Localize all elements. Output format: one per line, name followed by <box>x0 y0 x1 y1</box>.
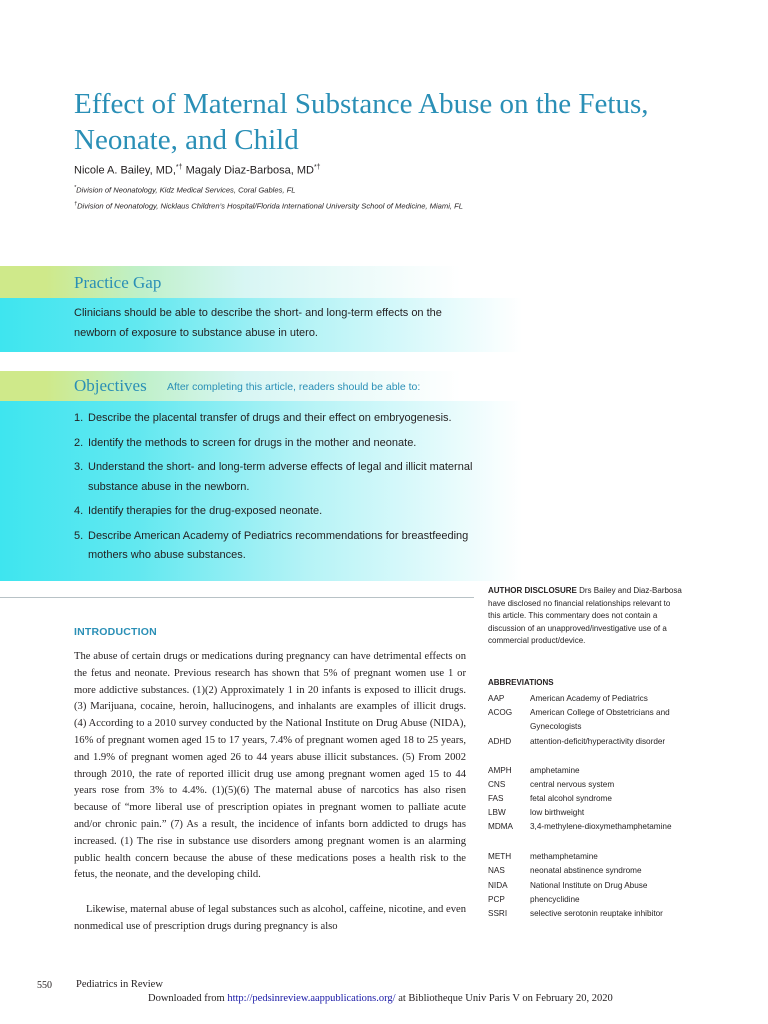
download-prefix: Downloaded from <box>148 993 228 1004</box>
abbreviation-key: NIDA <box>488 881 508 890</box>
abbreviation-value: attention-deficit/hyperactivity disorder <box>530 737 666 746</box>
abbreviation-value: low birthweight <box>530 808 585 817</box>
abbreviation-key: MDMA <box>488 822 514 831</box>
abbreviation-value: American College of Obstetricians and Gynecologists <box>530 708 670 731</box>
download-suffix: at Bibliotheque Univ Paris V on February 20, 2020 <box>395 993 613 1004</box>
objective-number: 5. <box>74 529 84 542</box>
author-disclosure <box>488 585 684 648</box>
affiliation-text: Division of Neonatology, Kidz Medical Services, Coral Gables, FL <box>76 185 296 195</box>
introduction-heading: INTRODUCTION <box>74 626 157 638</box>
objective-text: Describe the placental transfer of drugs and their effect on embryogenesis. <box>88 412 452 424</box>
affiliation <box>74 185 295 195</box>
download-notice <box>148 993 613 1004</box>
objective-item <box>74 458 474 497</box>
objectives-list <box>74 409 474 571</box>
author-marks: *† <box>175 164 183 171</box>
abbreviation-value: neonatal abstinence syndrome <box>530 866 642 875</box>
affiliation-mark: * <box>74 185 77 191</box>
objective-item <box>74 409 474 429</box>
abbreviation-key: PCP <box>488 895 505 904</box>
abbreviation-key: ADHD <box>488 737 512 746</box>
abbreviation-value: 3,4-methylene-dioxymethamphetamine <box>530 822 672 831</box>
objective-text: Identify therapies for the drug-exposed neonate. <box>88 505 323 517</box>
abbreviation-value: phencyclidine <box>530 895 580 904</box>
objective-item <box>74 502 474 522</box>
abbreviation-key: SSRI <box>488 909 508 918</box>
abbreviation-key: AAP <box>488 694 505 703</box>
objectives-intro: After completing this article, readers should be able to: <box>167 381 421 393</box>
abbreviations-heading: ABBREVIATIONS <box>488 678 554 687</box>
affiliation <box>74 201 463 211</box>
author-name: Magaly Diaz-Barbosa, MD <box>185 164 314 177</box>
affiliation-mark: † <box>74 201 78 207</box>
abbreviation-value: amphetamine <box>530 766 580 775</box>
abbreviation-key: NAS <box>488 866 505 875</box>
objective-text: Describe American Academy of Pediatrics recommendations for breastfeeding mothers who abuse substances. <box>88 529 469 561</box>
objective-text: Understand the short- and long-term adverse effects of legal and illicit maternal substance abuse in the newborn. <box>88 461 473 493</box>
objective-number: 2. <box>74 436 84 449</box>
abbreviation-value: fetal alcohol syndrome <box>530 794 612 803</box>
abbreviation-key: ACOG <box>488 708 513 717</box>
abbreviation-value: methamphetamine <box>530 852 598 861</box>
introduction-paragraph: Likewise, maternal abuse of legal substances such as alcohol, caffeine, nicotine, and even nonmedical use of prescription drugs during pregnancy is also <box>74 904 466 932</box>
article-title: Effect of Maternal Substance Abuse on the Fetus, Neonate, and Child <box>74 88 649 156</box>
page-number: 550 <box>37 980 52 991</box>
abbreviation-key: AMPH <box>488 766 512 775</box>
author-name: Nicole A. Bailey, MD, <box>74 164 176 177</box>
abbreviation-value: American Academy of Pediatrics <box>530 694 648 703</box>
objective-number: 1. <box>74 412 84 424</box>
abbreviation-key: CNS <box>488 780 506 789</box>
author-marks: *† <box>313 164 321 171</box>
disclosure-text: Drs Bailey and Diaz-Barbosa have disclosed no financial relationships relevant to this article. This commentary does not contain a discussion of an unapproved/investigative use of a commercial product/device. <box>488 586 682 646</box>
affiliation-text: Division of Neonatology, Nicklaus Children’s Hospital/Florida International University School of Medicine, Miami, FL <box>77 201 463 211</box>
abbreviation-value: central nervous system <box>530 780 615 789</box>
disclosure-label: AUTHOR DISCLOSURE <box>488 586 577 595</box>
objective-text: Identify the methods to screen for drugs in the mother and neonate. <box>88 436 417 449</box>
section-divider <box>0 597 474 598</box>
abbreviation-key: LBW <box>488 808 506 817</box>
practice-gap-text: Clinicians should be able to describe the short- and long-term effects on the newborn of exposure to substance abuse in utero. <box>74 307 442 339</box>
abbreviation-key: FAS <box>488 794 504 803</box>
objectives-heading: Objectives <box>74 376 147 395</box>
journal-name: Pediatrics in Review <box>76 979 163 990</box>
objective-number: 3. <box>74 461 84 473</box>
practice-gap-heading: Practice Gap <box>74 273 162 292</box>
download-link[interactable]: http://pedsinreview.aappublications.org/ <box>227 993 396 1004</box>
author-line <box>74 164 321 177</box>
abbreviation-value: National Institute on Drug Abuse <box>530 881 648 890</box>
objective-item <box>74 527 474 566</box>
introduction-paragraph: The abuse of certain drugs or medications during pregnancy can have detrimental effects on the fetus and neonate. Previous research has shown that 5% of pregnant women use 1 or more addictive substances. (1)(2) Approximately 1 in 20 infants is exposed to illicit drugs. (3) Marijuana, cocaine, heroin, hallucinogens, and inhalants are examples of illicit drugs. (4) According to a 2010 survey conducted by the National Institute on Drug Abuse (NIDA), 16% of pregnant women aged 15 to 17 years, 7.4% of pregnant women aged 18 to 25 years, and 1.9% of pregnant women aged 26 to 44 years abuse illicit substances. (5) From 2002 through 2010, the rate of reported illicit drug use among pregnant women aged 15 to 44 years rose from 3% to 4.4%. (1)(5)(6) The maternal abuse of narcotics has also risen because of “more liberal use of prescription opiates in pregnant women to palliate acute and/or chronic pain.” (7) As a result, the incidence of infants born addicted to drugs has increased. (1) The rise in substance use disorders among pregnant women is an alarming public health concern because the abuse of these medications poses a health risk to the fetus, the neonate, and the developing child. <box>74 651 466 881</box>
objective-number: 4. <box>74 505 84 517</box>
abbreviation-key: METH <box>488 852 512 861</box>
objective-item <box>74 434 474 454</box>
abbreviation-value: selective serotonin reuptake inhibitor <box>530 909 663 918</box>
